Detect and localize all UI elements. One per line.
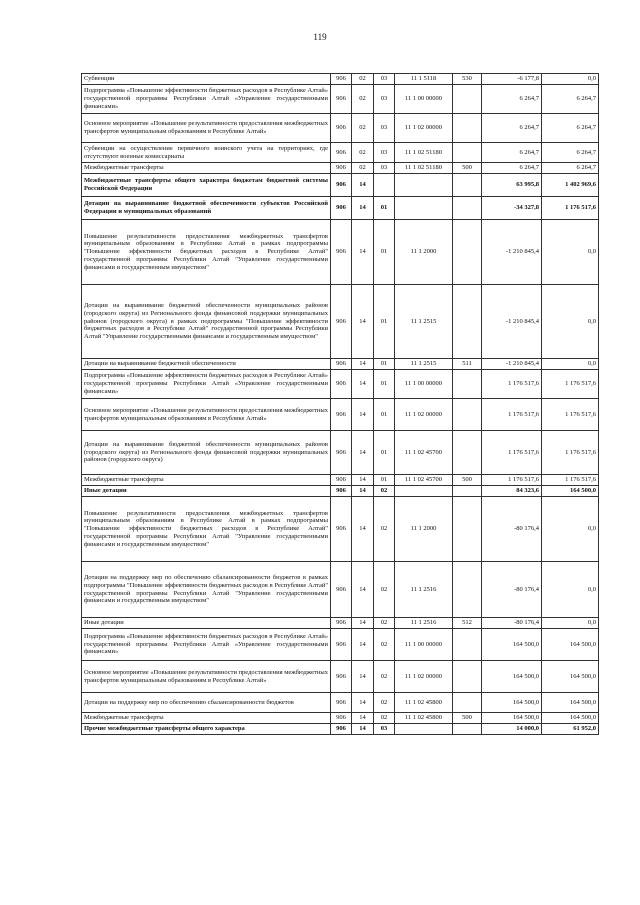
amount-total: 164 500,0: [542, 661, 599, 693]
table-row: [82, 693, 599, 713]
amount-total: 6 264,7: [542, 163, 599, 174]
row-name: Дотации на поддержку мер по обеспечению сбалансированности бюджетов: [82, 693, 331, 713]
subsection-code: 01: [374, 399, 395, 431]
subsection-code: 01: [374, 370, 395, 399]
table-row: [82, 486, 599, 497]
target-article-code: 11 1 02 51180: [395, 143, 453, 163]
section-code: 02: [352, 143, 374, 163]
row-name: Дотации на выравнивание бюджетной обеспеченности муниципальных районов (городского округа) из Регионального фонда финансовой поддержки муниципальных районов (городского округа) в рамках подпрограммы "Повышение эффективности бюджетных расходов в Республике Алтай" государственной программы Республики Алтай "Управление государственными финансами и государственным имуществом": [82, 285, 331, 359]
target-article-code: 11 1 02 45700: [395, 475, 453, 486]
amount-change: 164 500,0: [482, 629, 542, 661]
amount-change: -1 210 845,4: [482, 285, 542, 359]
amount-total: 0,0: [542, 220, 599, 285]
subsection-code: 03: [374, 724, 395, 735]
expense-type-code: [453, 693, 482, 713]
section-code: 14: [352, 370, 374, 399]
admin-code: 906: [331, 399, 352, 431]
row-name: Прочие межбюджетные трансферты общего характера: [82, 724, 331, 735]
amount-total: 1 176 517,6: [542, 197, 599, 220]
amount-total: 164 500,0: [542, 693, 599, 713]
amount-change: -6 177,8: [482, 74, 542, 85]
amount-change: 164 500,0: [482, 713, 542, 724]
admin-code: 906: [331, 661, 352, 693]
target-article-code: 11 1 02 45800: [395, 713, 453, 724]
section-code: 14: [352, 497, 374, 562]
target-article-code: 11 1 00 00000: [395, 85, 453, 114]
amount-total: 0,0: [542, 74, 599, 85]
target-article-code: 11 1 2516: [395, 618, 453, 629]
subsection-code: 02: [374, 562, 395, 618]
page-number: 119: [313, 32, 327, 42]
target-article-code: 11 1 02 45800: [395, 693, 453, 713]
expense-type-code: [453, 370, 482, 399]
amount-total: 0,0: [542, 497, 599, 562]
amount-change: -1 210 845,4: [482, 220, 542, 285]
subsection-code: 03: [374, 143, 395, 163]
subsection-code: 01: [374, 475, 395, 486]
row-name: Повышение результативности предоставления межбюджетных трансфертов муниципальным образованиям в Республике Алтай в рамках подпрограммы "Повышение эффективности бюджетных расходов в Республике Алтай" государственной программы Республики Алтай "Управление государственными финансами и государственным имуществом": [82, 497, 331, 562]
row-name: Подпрограмма «Повышение эффективности бюджетных расходов в Республике Алтай» государственной программы Республики Алтай «Управление государственными финансами»: [82, 370, 331, 399]
section-code: 14: [352, 713, 374, 724]
row-name: Дотации на поддержку мер по обеспечению сбалансированности бюджетов в рамках подпрограммы "Повышение эффективности бюджетных расходов в Республике Алтай" государственной программы Республики Алтай "Управление государственными финансами и государственным имуществом": [82, 562, 331, 618]
expense-type-code: 530: [453, 74, 482, 85]
amount-total: 61 952,0: [542, 724, 599, 735]
table-row: [82, 285, 599, 359]
target-article-code: 11 1 2515: [395, 359, 453, 370]
section-code: 02: [352, 74, 374, 85]
amount-total: 6 264,7: [542, 143, 599, 163]
target-article-code: 11 1 2000: [395, 497, 453, 562]
target-article-code: 11 1 02 00000: [395, 661, 453, 693]
amount-change: 164 500,0: [482, 693, 542, 713]
subsection-code: 01: [374, 285, 395, 359]
expense-type-code: [453, 85, 482, 114]
amount-total: 0,0: [542, 359, 599, 370]
table-row: [82, 359, 599, 370]
target-article-code: 11 1 02 00000: [395, 399, 453, 431]
amount-change: 1 176 517,6: [482, 431, 542, 475]
table-row: [82, 370, 599, 399]
expense-type-code: [453, 486, 482, 497]
section-code: 14: [352, 174, 374, 197]
admin-code: 906: [331, 486, 352, 497]
amount-total: 164 500,0: [542, 713, 599, 724]
table-row: [82, 197, 599, 220]
subsection-code: 02: [374, 629, 395, 661]
amount-change: 6 264,7: [482, 85, 542, 114]
table-row: [82, 661, 599, 693]
section-code: 14: [352, 629, 374, 661]
amount-total: 1 176 517,6: [542, 475, 599, 486]
admin-code: 906: [331, 693, 352, 713]
expense-type-code: [453, 497, 482, 562]
subsection-code: 02: [374, 618, 395, 629]
expense-type-code: [453, 399, 482, 431]
expense-type-code: [453, 562, 482, 618]
row-name: Межбюджетные трансферты: [82, 713, 331, 724]
target-article-code: 11 1 00 00000: [395, 629, 453, 661]
row-name: Повышение результативности предоставления межбюджетных трансфертов муниципальным образованиям в Республике Алтай в рамках подпрограммы "Повышение эффективности бюджетных расходов в Республике Алтай" государственной программы Республики Алтай "Управление государственными финансами и государственным имуществом": [82, 220, 331, 285]
row-name: Основное мероприятие «Повышение результативности предоставления межбюджетных трансфертов муниципальным образованиям в Республике Алтай»: [82, 114, 331, 143]
amount-change: 164 500,0: [482, 661, 542, 693]
subsection-code: 01: [374, 197, 395, 220]
subsection-code: 02: [374, 497, 395, 562]
target-article-code: [395, 486, 453, 497]
table-row: [82, 431, 599, 475]
subsection-code: 01: [374, 431, 395, 475]
target-article-code: 11 1 02 00000: [395, 114, 453, 143]
expense-type-code: [453, 629, 482, 661]
section-code: 14: [352, 486, 374, 497]
table-row: [82, 85, 599, 114]
section-code: 02: [352, 163, 374, 174]
admin-code: 906: [331, 431, 352, 475]
section-code: 14: [352, 661, 374, 693]
target-article-code: 11 1 5118: [395, 74, 453, 85]
budget-table: [81, 73, 599, 735]
section-code: 14: [352, 475, 374, 486]
amount-change: 1 176 517,6: [482, 399, 542, 431]
row-name: Основное мероприятие «Повышение результативности предоставления межбюджетных трансфертов муниципальным образованиям в Республике Алтай»: [82, 399, 331, 431]
expense-type-code: [453, 197, 482, 220]
admin-code: 906: [331, 114, 352, 143]
admin-code: 906: [331, 370, 352, 399]
admin-code: 906: [331, 562, 352, 618]
expense-type-code: [453, 724, 482, 735]
row-name: Дотации на выравнивание бюджетной обеспеченности субъектов Российской Федерации и муниципальных образований: [82, 197, 331, 220]
expense-type-code: [453, 174, 482, 197]
expense-type-code: 500: [453, 475, 482, 486]
amount-total: 0,0: [542, 285, 599, 359]
amount-total: 164 500,0: [542, 629, 599, 661]
target-article-code: 11 1 2516: [395, 562, 453, 618]
subsection-code: 02: [374, 486, 395, 497]
table-row: [82, 497, 599, 562]
amount-change: -34 327,8: [482, 197, 542, 220]
row-name: Подпрограмма «Повышение эффективности бюджетных расходов в Республике Алтай» государственной программы Республики Алтай «Управление государственными финансами»: [82, 629, 331, 661]
expense-type-code: [453, 431, 482, 475]
admin-code: 906: [331, 143, 352, 163]
table-row: [82, 713, 599, 724]
table-row: [82, 143, 599, 163]
admin-code: 906: [331, 359, 352, 370]
admin-code: 906: [331, 618, 352, 629]
subsection-code: 03: [374, 74, 395, 85]
admin-code: 906: [331, 197, 352, 220]
section-code: 14: [352, 724, 374, 735]
expense-type-code: 512: [453, 618, 482, 629]
amount-change: 63 995,8: [482, 174, 542, 197]
table-row: [82, 74, 599, 85]
amount-change: 84 323,6: [482, 486, 542, 497]
section-code: 14: [352, 431, 374, 475]
amount-total: 6 264,7: [542, 85, 599, 114]
subsection-code: 02: [374, 713, 395, 724]
admin-code: 906: [331, 629, 352, 661]
amount-change: 1 176 517,6: [482, 370, 542, 399]
admin-code: 906: [331, 475, 352, 486]
admin-code: 906: [331, 285, 352, 359]
subsection-code: 03: [374, 114, 395, 143]
section-code: 02: [352, 85, 374, 114]
admin-code: 906: [331, 713, 352, 724]
section-code: 14: [352, 285, 374, 359]
row-name: Межбюджетные трансферты общего характера бюджетам бюджетной системы Российской Федерации: [82, 174, 331, 197]
section-code: 14: [352, 197, 374, 220]
section-code: 14: [352, 562, 374, 618]
amount-change: 6 264,7: [482, 114, 542, 143]
section-code: 14: [352, 618, 374, 629]
subsection-code: 01: [374, 359, 395, 370]
amount-change: -80 176,4: [482, 618, 542, 629]
amount-change: 6 264,7: [482, 163, 542, 174]
amount-total: 1 176 517,6: [542, 370, 599, 399]
expense-type-code: 500: [453, 713, 482, 724]
table-row: [82, 174, 599, 197]
amount-total: 164 500,0: [542, 486, 599, 497]
amount-change: -80 176,4: [482, 497, 542, 562]
row-name: Субвенции на осуществление первичного воинского учета на территориях, где отсутствуют военные комиссариаты: [82, 143, 331, 163]
expense-type-code: [453, 661, 482, 693]
target-article-code: 11 1 2000: [395, 220, 453, 285]
amount-change: -1 210 845,4: [482, 359, 542, 370]
expense-type-code: [453, 114, 482, 143]
row-name: Основное мероприятие «Повышение результативности предоставления межбюджетных трансфертов муниципальным образованиям в Республике Алтай»: [82, 661, 331, 693]
target-article-code: [395, 174, 453, 197]
table-row: [82, 399, 599, 431]
row-name: Дотации на выравнивание бюджетной обеспеченности муниципальных районов (городского округа) из Регионального фонда финансовой поддержки муниципальных районов (городского округа): [82, 431, 331, 475]
section-code: 14: [352, 220, 374, 285]
amount-total: 0,0: [542, 618, 599, 629]
expense-type-code: [453, 143, 482, 163]
table-row: [82, 220, 599, 285]
expense-type-code: [453, 285, 482, 359]
subsection-code: [374, 174, 395, 197]
amount-total: 0,0: [542, 562, 599, 618]
row-name: Субвенции: [82, 74, 331, 85]
amount-total: 1 176 517,6: [542, 399, 599, 431]
expense-type-code: 511: [453, 359, 482, 370]
admin-code: 906: [331, 174, 352, 197]
subsection-code: 01: [374, 220, 395, 285]
admin-code: 906: [331, 74, 352, 85]
target-article-code: [395, 197, 453, 220]
row-name: Иные дотации: [82, 618, 331, 629]
amount-change: 14 000,0: [482, 724, 542, 735]
row-name: Межбюджетные трансферты: [82, 163, 331, 174]
amount-total: 1 402 969,6: [542, 174, 599, 197]
target-article-code: 11 1 2515: [395, 285, 453, 359]
table-row: [82, 618, 599, 629]
subsection-code: 03: [374, 163, 395, 174]
admin-code: 906: [331, 497, 352, 562]
subsection-code: 02: [374, 661, 395, 693]
amount-total: 6 264,7: [542, 114, 599, 143]
table-row: [82, 724, 599, 735]
target-article-code: 11 1 02 45700: [395, 431, 453, 475]
subsection-code: 03: [374, 85, 395, 114]
admin-code: 906: [331, 220, 352, 285]
expense-type-code: [453, 220, 482, 285]
section-code: 14: [352, 359, 374, 370]
table-row: [82, 163, 599, 174]
amount-change: 6 264,7: [482, 143, 542, 163]
row-name: Дотации на выравнивание бюджетной обеспеченности: [82, 359, 331, 370]
section-code: 14: [352, 399, 374, 431]
admin-code: 906: [331, 163, 352, 174]
admin-code: 906: [331, 724, 352, 735]
amount-total: 1 176 517,6: [542, 431, 599, 475]
row-name: Подпрограмма «Повышение эффективности бюджетных расходов в Республике Алтай» государственной программы Республики Алтай «Управление государственными финансами»: [82, 85, 331, 114]
table-row: [82, 562, 599, 618]
row-name: Межбюджетные трансферты: [82, 475, 331, 486]
table-row: [82, 475, 599, 486]
amount-change: 1 176 517,6: [482, 475, 542, 486]
expense-type-code: 500: [453, 163, 482, 174]
section-code: 14: [352, 693, 374, 713]
target-article-code: 11 1 00 00000: [395, 370, 453, 399]
target-article-code: [395, 724, 453, 735]
section-code: 02: [352, 114, 374, 143]
admin-code: 906: [331, 85, 352, 114]
table-row: [82, 114, 599, 143]
target-article-code: 11 1 02 51180: [395, 163, 453, 174]
amount-change: -80 176,4: [482, 562, 542, 618]
subsection-code: 02: [374, 693, 395, 713]
row-name: Иные дотации: [82, 486, 331, 497]
table-row: [82, 629, 599, 661]
